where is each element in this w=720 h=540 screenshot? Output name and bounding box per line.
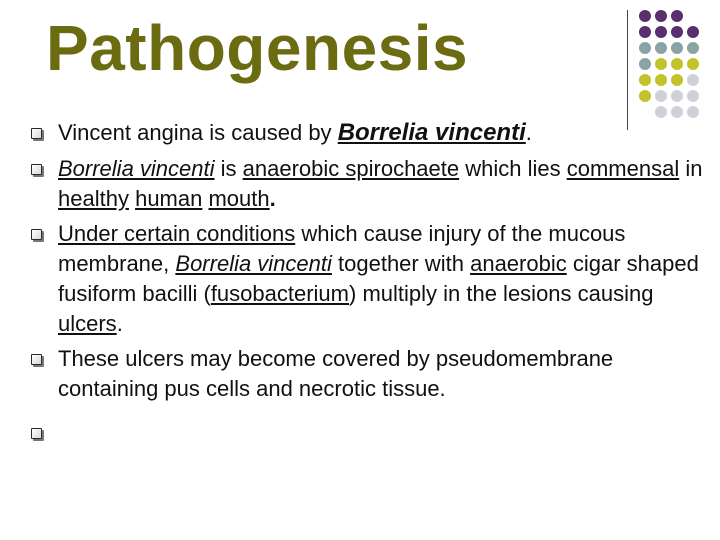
decorative-dot [655,10,667,22]
bullet-item [28,154,708,214]
decorative-dot [687,90,699,102]
text: cigar shaped fusiform bacilli ( [58,251,699,306]
organism-name: Borrelia vincenti [58,156,215,181]
key-term: mouth [208,186,270,211]
decorative-dot [671,74,683,86]
decorative-dot [639,42,651,54]
bullet-item [28,344,708,404]
text: Vincent angina is caused by [58,120,338,145]
decorative-dot [687,42,699,54]
decorative-dot [671,10,683,22]
key-term: commensal [566,156,680,181]
bullet-list [28,118,708,418]
key-term: anaerobic [470,251,567,276]
key-term: healthy [58,186,129,211]
decorative-dot [639,74,651,86]
decorative-dot [671,58,683,70]
text: is [214,156,243,181]
decorative-dot [671,26,683,38]
bullet-marker-icon [31,354,42,365]
decorative-dot [655,26,667,38]
decorative-dot-grid [639,10,720,120]
decorative-dot [687,74,699,86]
text: in [679,156,703,181]
bullet-item [28,219,708,339]
key-term: ulcers [58,311,117,336]
decorative-dot [655,106,667,118]
text: together with [331,251,471,276]
decorative-dot [639,26,651,38]
organism-name: Borrelia vincenti [175,251,332,276]
text: . [116,311,123,336]
decorative-dot [671,90,683,102]
divider-line [627,10,628,130]
organism-name: Borrelia vincenti [337,119,526,146]
key-term: Under certain conditions [58,221,296,246]
decorative-dot [687,58,699,70]
bullet-marker-icon [31,428,42,439]
decorative-dot [639,58,651,70]
text: . [269,186,276,211]
slide-title: Pathogenesis [46,12,469,84]
bullet-item [28,118,708,148]
key-term: human [135,186,203,211]
text: These ulcers may become covered by pseudomembrane containing pus cells and necrotic tissue. [58,346,614,401]
text: which lies [459,156,567,181]
decorative-dot [655,58,667,70]
decorative-dot [655,90,667,102]
bullet-marker-icon [31,229,42,240]
text: . [525,120,532,145]
decorative-dot [655,42,667,54]
decorative-dot [687,26,699,38]
decorative-dot [639,90,651,102]
decorative-dot [639,10,651,22]
bullet-marker-icon [31,128,42,139]
bullet-marker-icon [31,164,42,175]
decorative-dot [671,42,683,54]
decorative-dot [671,106,683,118]
decorative-dot [687,106,699,118]
text: ) multiply in the lesions causing [349,281,654,306]
text: which cause injury of the mucous membrane, [58,221,626,276]
decorative-dot [655,74,667,86]
key-term: fusobacterium [210,281,349,306]
key-term: anaerobic spirochaete [242,156,460,181]
